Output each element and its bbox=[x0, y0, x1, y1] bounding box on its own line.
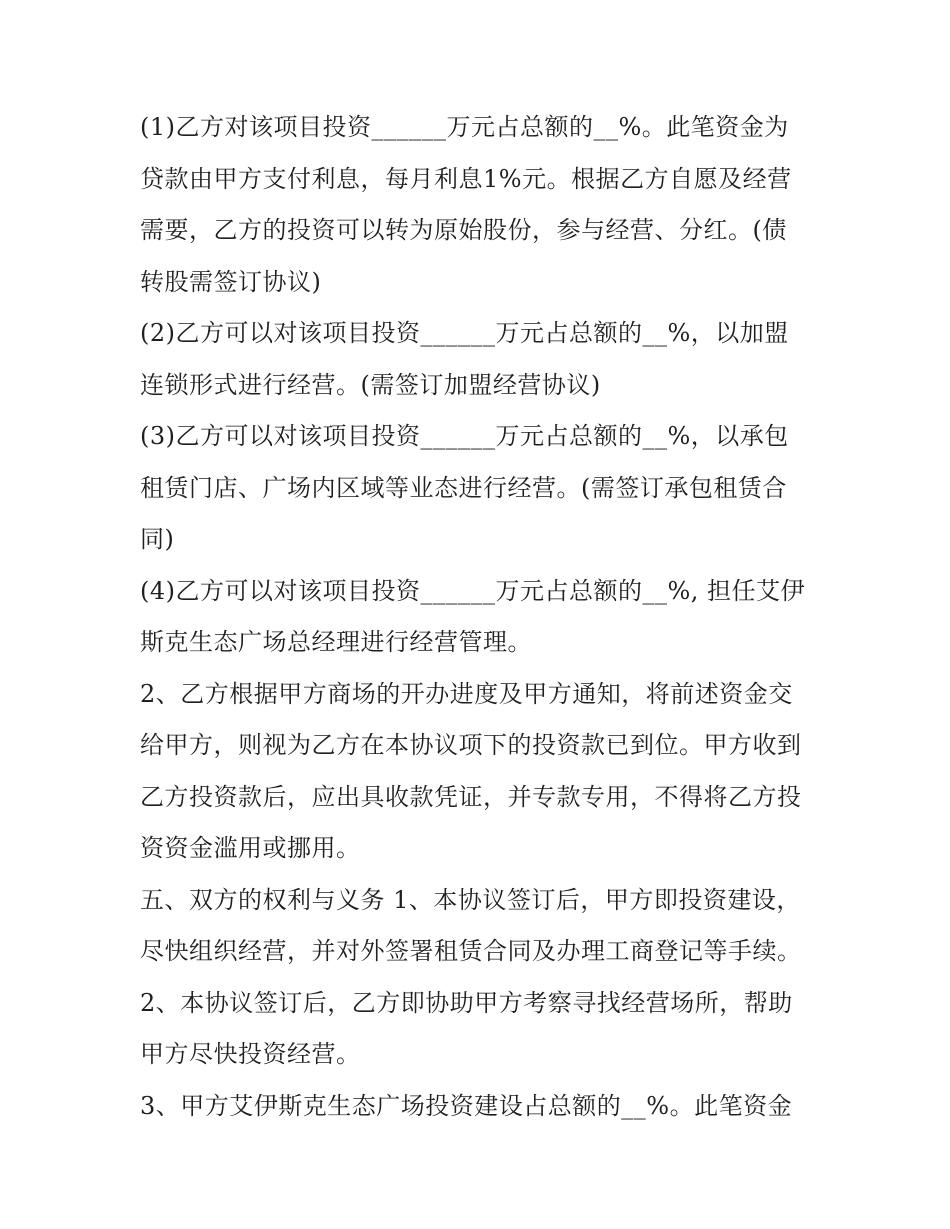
text-line: 尽快组织经营，并对外签署租赁合同及办理工商登记等手续。 bbox=[140, 937, 802, 965]
text-line: 租赁门店、广场内区域等业态进行经营。(需签订承包租赁合 bbox=[140, 473, 787, 502]
text-line: (3)乙方可以对该项目投资______万元占总额的__%，以承包 bbox=[140, 422, 789, 450]
text-line: 斯克生态广场总经理进行经营管理。 bbox=[140, 628, 532, 656]
text-line: 2、本协议签订后，乙方即协助甲方考察寻找经营场所，帮助 bbox=[140, 988, 793, 1017]
text-line: (2)乙方可以对该项目投资______万元占总额的__%，以加盟 bbox=[140, 319, 789, 347]
text-line: 甲方尽快投资经营。 bbox=[140, 1040, 361, 1068]
text-line: 3、甲方艾伊斯克生态广场投资建设占总额的__%。此笔资金 bbox=[140, 1091, 793, 1120]
text-line: 连锁形式进行经营。(需签订加盟经营协议) bbox=[140, 370, 601, 399]
text-line: 贷款由甲方支付利息，每月利息1%元。根据乙方自愿及经营 bbox=[140, 164, 792, 193]
text-line: 五、双方的权利与义务 1、本协议签订后，甲方即投资建设， bbox=[140, 885, 801, 914]
text-line: 给甲方，则视为乙方在本协议项下的投资款已到位。甲方收到 bbox=[140, 731, 802, 759]
text-line: 转股需签订协议) bbox=[140, 267, 322, 296]
document-body bbox=[140, 102, 820, 1132]
text-line: 乙方投资款后，应出具收款凭证，并专款专用，不得将乙方投 bbox=[140, 782, 802, 811]
text-line: (4)乙方可以对该项目投资______万元占总额的__%, 担任艾伊 bbox=[140, 576, 806, 605]
text-line: 2、乙方根据甲方商场的开办进度及甲方通知，将前述资金交 bbox=[140, 679, 793, 708]
text-line: 同) bbox=[140, 525, 175, 553]
text-line: 资资金滥用或挪用。 bbox=[140, 834, 361, 862]
text-line: (1)乙方对该项目投资______万元占总额的__%。此笔资金为 bbox=[140, 113, 789, 141]
text-line: 需要，乙方的投资可以转为原始股份，参与经营、分红。(债 bbox=[140, 216, 787, 244]
